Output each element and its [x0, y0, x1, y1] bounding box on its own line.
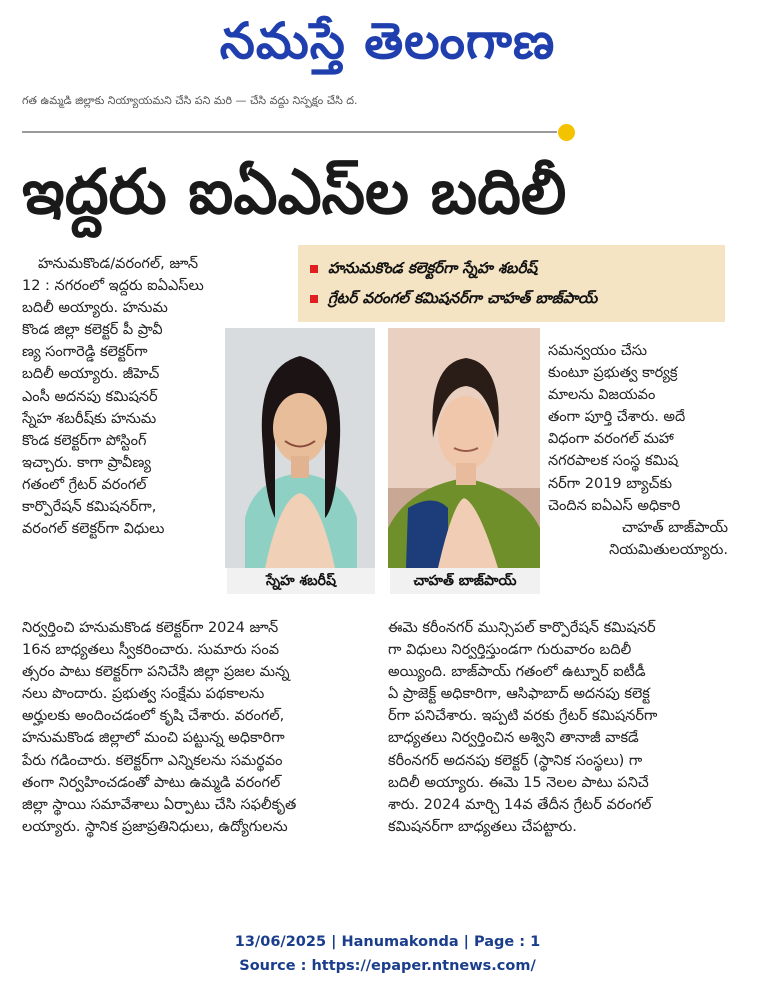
cut-off-text-line: గత ఉమ్మడి జిల్లాకు నియ్యాయమని చేసి పని మరి — చేసి వద్దు నిస్పక్షం చేసి ద. — [22, 94, 358, 107]
article-column-left-wide — [22, 617, 382, 838]
text-line: లయ్యారు. స్థానిక ప్రజాప్రతినిధులు, ఉద్యోగులను — [22, 818, 288, 835]
article-column-right-narrow — [548, 340, 728, 561]
text-line: మాలను విజయవం — [548, 387, 656, 404]
footer-date-edition: 13/06/2025 | Hanumakonda | Page : 1 — [234, 934, 541, 950]
text-line: నలు పొందారు. ప్రభుత్వ సంక్షేమ పథకాలను — [22, 686, 265, 703]
text-line: వరంగల్ కలెక్టర్‌గా విధులు — [22, 521, 165, 538]
text-line: నియమితులయ్యారు. — [609, 541, 728, 558]
bullet-square-icon — [310, 295, 318, 303]
photo-caption-left: స్నేహ శబరీష్ — [227, 568, 375, 594]
section-divider — [22, 131, 557, 133]
article-column-right-wide — [388, 617, 728, 838]
text-line: అర్హులకు అందించడంలో కృషి చేశారు. వరంగల్, — [22, 708, 285, 725]
text-line: బాధ్యతలు నిర్వర్తించిన అశ్విని తానాజీ వాకడే — [388, 730, 639, 747]
text-line: గతంలో గ్రేటర్ వరంగల్ — [22, 476, 147, 493]
subhead-2 — [310, 289, 597, 311]
subhead-1 — [310, 259, 537, 281]
subhead-1-text: హనుమకొండ కలెక్టర్‌గా స్నేహ శబరీష్ — [328, 259, 538, 277]
article-headline: ఇద్దరు ఐఏఎస్‌ల బదిలీ — [22, 155, 567, 228]
text-line: అయ్యింది. బాజ్‌పాయ్ గతంలో ఉట్నూర్ ఐటీడీ — [388, 664, 646, 681]
text-line: బదిలీ అయ్యారు. జీహెచ్ — [22, 366, 160, 383]
text-line: త్సరం పాటు కలెక్టర్‌గా పనిచేసి జిల్లా ప్రజల మన్న — [22, 664, 290, 681]
text-line: కుంటూ ప్రభుత్వ కార్యక్ర — [548, 365, 678, 382]
portrait-woman-icon — [225, 328, 375, 568]
text-line: కరీంనగర్ అదనపు కలెక్టర్ (స్థానిక సంస్థలు) గా — [388, 752, 643, 769]
newspaper-masthead: నమస్తే తెలంగాణ — [219, 12, 556, 70]
portrait-woman-icon — [388, 328, 540, 568]
text-line: నర్‌గా 2019 బ్యాచ్‌కు — [548, 475, 673, 492]
accent-dot — [558, 124, 575, 141]
text-line: శారు. 2024 మార్చి 14వ తేదీన గ్రేటర్ వరంగల్ — [388, 796, 652, 813]
text-line: సమన్వయం చేసు — [548, 343, 648, 359]
text-line: కార్పొరేషన్ కమిషనర్‌గా, — [22, 499, 157, 516]
photo-chahat-bajpai — [388, 328, 540, 568]
text-line: జిల్లా స్థాయి సమావేశాలు ఏర్పాటు చేసి సఫలీకృత — [22, 796, 297, 813]
text-line: 12 : నగరంలో ఇద్దరు ఐఏఎస్‌లు — [22, 278, 204, 295]
text-line: కొండ జిల్లా కలెక్టర్ పీ ప్రావీ — [22, 322, 163, 339]
text-line: ణ్య సంగారెడ్డి కలెక్టర్‌గా — [22, 344, 148, 361]
text-line: చెందిన ఐఏఎస్ అధికారి — [548, 497, 681, 514]
text-line: బదిలీ అయ్యారు. హనుమ — [22, 300, 168, 317]
text-line: తంగా పూర్తి చేశారు. అదే — [548, 409, 686, 426]
subhead-2-text: గ్రేటర్ వరంగల్ కమిషనర్‌గా చాహత్ బాజ్‌పాయ్ — [328, 289, 598, 307]
article-column-left-narrow — [22, 253, 217, 540]
text-line: తంగా నిర్వహించడంతో పాటు ఉమ్మడి వరంగల్ — [22, 774, 281, 791]
bullet-square-icon — [310, 265, 318, 273]
text-line: ర్‌గా పనిచేశారు. ఇప్పటి వరకు గ్రేటర్ కమిషనర్‌గా — [388, 708, 658, 725]
text-line: గా విధులు నిర్వర్తిస్తుండగా గురువారం బదిలీ — [388, 642, 632, 659]
text-line: హనుమకొండ/వరంగల్, జూన్ — [38, 256, 199, 272]
subheads-box — [298, 245, 725, 322]
text-line: విధంగా వరంగల్ మహా — [548, 431, 674, 448]
text-line: పేరు గడించారు. కలెక్టర్‌గా ఎన్నికలను సమర్థవం — [22, 752, 283, 769]
text-line: హనుమకొండ జిల్లాలో మంచి పట్టున్న అధికారిగా — [22, 730, 285, 747]
text-line: 16న బాధ్యతలు స్వీకరించారు. సుమారు సంవ — [22, 642, 280, 659]
photo-sneha-shabarish — [225, 328, 375, 568]
text-line: చాహత్ బాజ్‌పాయ్ — [621, 519, 728, 536]
footer-source-link[interactable]: Source : https://epaper.ntnews.com/ — [239, 958, 536, 974]
text-line: ఏ ప్రాజెక్ట్ అధికారిగా, ఆసిఫాబాద్ అదనపు కలెక్ట — [388, 686, 650, 703]
text-line: బదిలీ అయ్యారు. ఈమె 15 నెలల పాటు పనిచే — [388, 774, 649, 791]
text-line: నగరపాలక సంస్థ కమిష — [548, 453, 679, 470]
text-line: ఎంసీ అదనపు కమిషనర్ — [22, 388, 158, 405]
text-line: కొండ కలెక్టర్‌గా పోస్టింగ్ — [22, 432, 147, 449]
photo-caption-right: చాహత్ బాజ్‌పాయ్ — [390, 568, 540, 594]
text-line: ఈమె కరీంనగర్ మున్సిపల్ కార్పొరేషన్ కమిషనర్ — [388, 620, 656, 636]
text-line: స్నేహ శబరీష్‌కు హనుమ — [22, 410, 157, 427]
text-line: కమిషనర్‌గా బాధ్యతలు చేపట్టారు. — [388, 818, 577, 835]
text-line: ఇచ్చారు. కాగా ప్రావీణ్య — [22, 454, 151, 471]
text-line: నిర్వర్తించి హనుమకొండ కలెక్టర్‌గా 2024 జూన్ — [22, 620, 279, 636]
